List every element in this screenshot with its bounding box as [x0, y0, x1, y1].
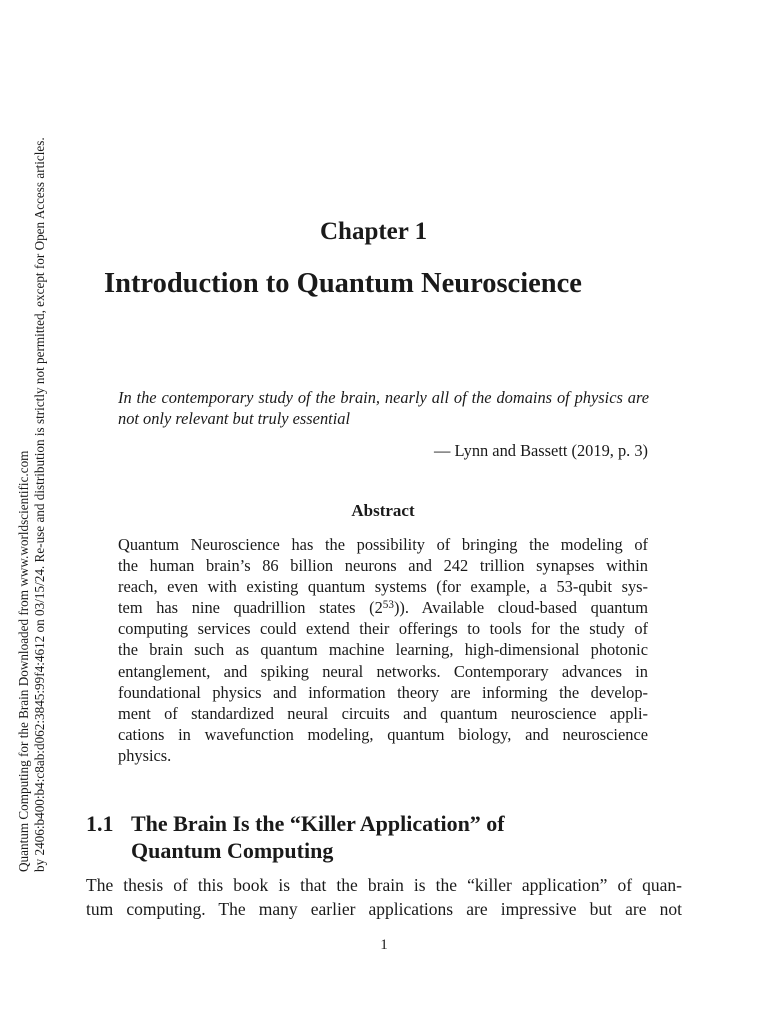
abstract-line: computing services could extend their offerings to tools for the study of — [118, 619, 648, 639]
abstract-line: the human brain’s 86 billion neurons and 242 trillion synapses within — [118, 556, 648, 576]
abstract-line: entanglement, and spiking neural networks. Contemporary advances in — [118, 661, 648, 681]
section-heading — [86, 810, 686, 864]
page-number: 1 — [380, 937, 388, 953]
section-number: 1.1 — [86, 811, 114, 836]
download-notice-text — [16, 137, 48, 872]
body-line: The thesis of this book is that the brain is the “killer application” of quan- — [86, 875, 682, 895]
abstract-line: the brain such as quantum machine learning, high-dimensional photonic — [118, 640, 648, 660]
abstract-line: foundational physics and information theory are informing the develop- — [118, 682, 648, 702]
body-line: tum computing. The many earlier applications are impressive but are not — [86, 899, 682, 919]
abstract-line: Quantum Neuroscience has the possibility of bringing the modeling of — [118, 535, 648, 554]
epigraph-attribution: — Lynn and Bassett (2019, p. 3) — [434, 441, 648, 460]
abstract-body — [118, 534, 648, 766]
abstract-line: reach, even with existing quantum systems (for example, a 53-qubit sys- — [118, 577, 648, 597]
download-notice — [0, 0, 60, 1024]
chapter-title: Introduction to Quantum Neuroscience — [104, 268, 582, 299]
exponent: 53 — [382, 599, 394, 612]
epigraph-quote: In the contemporary study of the brain, nearly all of the domains of physics are not only relevant but truly essential — [118, 388, 649, 428]
chapter-label: Chapter 1 — [320, 218, 428, 245]
abstract-line: physics. — [118, 745, 172, 765]
abstract-heading: Abstract — [351, 501, 415, 520]
download-notice-line1: Quantum Computing for the Brain Downloaded from www.worldscientific.com — [16, 450, 31, 872]
abstract-line: ment of standardized neural circuits and quantum neuroscience appli- — [118, 703, 648, 723]
abstract-line-part: tem has nine quadrillion states (2 — [118, 598, 383, 618]
download-notice-line2: by 2406:b400:b4:c8ab:d062:3845:99f4:4612 on 03/15/24. Re-use and distribution is strictly not permitted, except for Open Access articles. — [32, 137, 47, 872]
section-title-line2: Quantum Computing — [131, 838, 334, 863]
section-title-line1: The Brain Is the “Killer Application” of — [131, 811, 505, 836]
abstract-line: cations in wavefunction modeling, quantum biology, and neuroscience — [118, 724, 648, 744]
abstract-line — [118, 597, 648, 618]
abstract-line-part: )). Available cloud-based quantum — [393, 598, 648, 618]
body-paragraph — [86, 873, 682, 921]
